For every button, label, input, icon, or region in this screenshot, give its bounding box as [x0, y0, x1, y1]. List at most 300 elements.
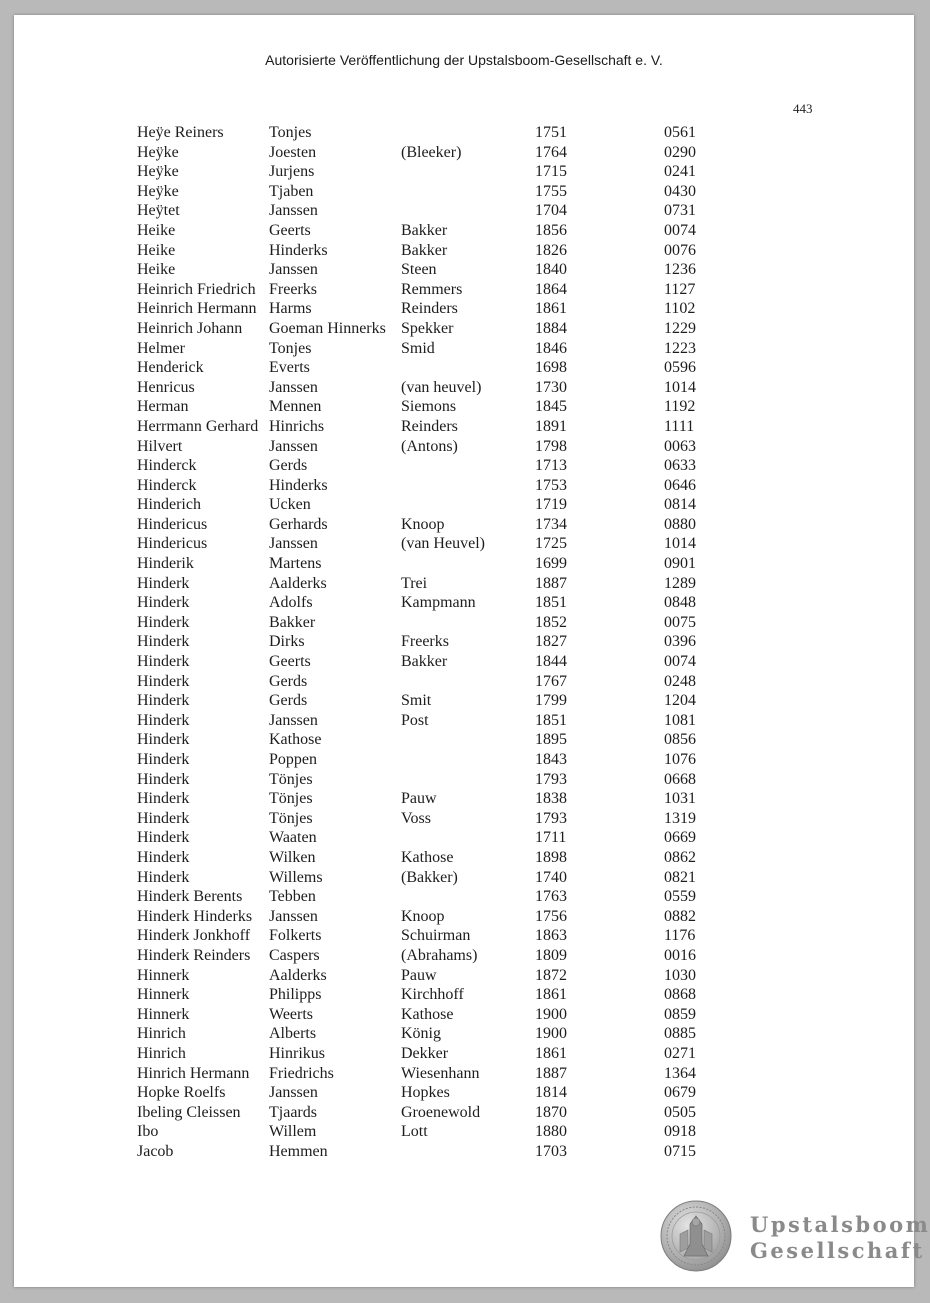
list-item: [137, 241, 837, 261]
list-item: [137, 358, 837, 378]
patronymic: Caspers: [269, 946, 320, 964]
patronymic: Tebben: [269, 888, 316, 906]
page-header: Autorisierte Veröffentlichung der Upstalsboom-Gesellschaft e. V.: [265, 52, 663, 68]
given-name: Hinderk: [137, 770, 190, 788]
patronymic: Tönjes: [269, 790, 313, 808]
patronymic: Janssen: [269, 907, 318, 925]
year: 1764: [535, 143, 567, 161]
patronymic: Janssen: [269, 202, 318, 220]
year: 1898: [535, 848, 567, 866]
year: 1814: [535, 1084, 567, 1102]
family-name: Reinders: [401, 300, 458, 318]
family-name: Kirchhoff: [401, 986, 464, 1004]
reference-number: 1127: [664, 280, 696, 298]
list-item: [137, 515, 837, 535]
name-list: [137, 123, 837, 1161]
family-name: Knoop: [401, 907, 445, 925]
family-name: (van heuvel): [401, 378, 482, 396]
list-item: [137, 848, 837, 868]
patronymic: Hinderks: [269, 476, 328, 494]
list-item: [137, 378, 837, 398]
given-name: Hinderk: [137, 868, 190, 886]
year: 1900: [535, 1025, 567, 1043]
year: 1827: [535, 633, 567, 651]
given-name: Hinderk: [137, 809, 190, 827]
list-item: [137, 907, 837, 927]
given-name: Hinnerk: [137, 966, 190, 984]
patronymic: Aalderks: [269, 574, 327, 592]
family-name: Siemons: [401, 398, 457, 416]
patronymic: Willem: [269, 1123, 317, 1141]
year: 1840: [535, 261, 567, 279]
list-item: [137, 1083, 837, 1103]
list-item: [137, 339, 837, 359]
reference-number: 0561: [664, 124, 696, 141]
year: 1852: [535, 613, 567, 631]
patronymic: Adolfs: [269, 594, 313, 612]
list-item: [137, 260, 837, 280]
reference-number: 0901: [664, 555, 696, 573]
year: 1793: [535, 770, 567, 788]
patronymic: Tjaards: [269, 1103, 317, 1121]
year: 1838: [535, 790, 567, 808]
patronymic: Janssen: [269, 711, 318, 729]
year: 1884: [535, 319, 567, 337]
family-name: (Bleeker): [401, 143, 462, 161]
year: 1872: [535, 966, 567, 984]
family-name: Kampmann: [401, 594, 476, 612]
family-name: Wiesenhann: [401, 1064, 480, 1082]
patronymic: Folkerts: [269, 927, 322, 945]
patronymic: Tonjes: [269, 339, 312, 357]
list-item: [137, 319, 837, 339]
list-item: [137, 1044, 837, 1064]
reference-number: 1031: [664, 790, 696, 808]
reference-number: 0814: [664, 496, 696, 514]
given-name: Hinderk Hinderks: [137, 907, 253, 925]
family-name: Voss: [401, 809, 431, 827]
brand-logo: [750, 1212, 930, 1264]
given-name: Hinnerk: [137, 986, 190, 1004]
year: 1863: [535, 927, 567, 945]
given-name: Heÿtet: [137, 202, 180, 220]
list-item: [137, 887, 837, 907]
list-item: [137, 632, 837, 652]
patronymic: Willems: [269, 868, 323, 886]
patronymic: Martens: [269, 555, 322, 573]
year: 1851: [535, 711, 567, 729]
list-item: [137, 221, 837, 241]
year: 1767: [535, 672, 567, 690]
patronymic: Hinrichs: [269, 417, 325, 435]
patronymic: Alberts: [269, 1025, 317, 1043]
given-name: Hinderk: [137, 594, 190, 612]
reference-number: 0430: [664, 182, 696, 200]
patronymic: Janssen: [269, 437, 318, 455]
year: 1887: [535, 1064, 567, 1082]
year: 1703: [535, 1142, 567, 1160]
given-name: Heinrich Hermann: [137, 300, 257, 318]
reference-number: 1102: [664, 300, 696, 318]
given-name: Hinderk Reinders: [137, 946, 251, 964]
reference-number: 0646: [664, 476, 696, 494]
family-name: Spekker: [401, 319, 454, 337]
patronymic: Friedrichs: [269, 1064, 334, 1082]
reference-number: 1236: [664, 261, 696, 279]
year: 1845: [535, 398, 567, 416]
list-item: [137, 730, 837, 750]
year: 1756: [535, 907, 567, 925]
document-page: [14, 15, 930, 1287]
list-item: [137, 1103, 837, 1123]
family-name: König: [401, 1025, 441, 1043]
year: 1864: [535, 280, 567, 298]
year: 1799: [535, 692, 567, 710]
list-item: [137, 201, 837, 221]
given-name: Hinderk: [137, 848, 190, 866]
year: 1715: [535, 163, 567, 181]
year: 1698: [535, 359, 567, 377]
given-name: Hinderich: [137, 496, 201, 514]
given-name: Hindericus: [137, 515, 208, 533]
given-name: Hinderk: [137, 829, 190, 847]
reference-number: 0505: [664, 1103, 696, 1121]
year: 1856: [535, 221, 567, 239]
year: 1891: [535, 417, 567, 435]
year: 1870: [535, 1103, 567, 1121]
patronymic: Gerds: [269, 457, 308, 475]
given-name: Hinderk: [137, 633, 190, 651]
patronymic: Wilken: [269, 848, 316, 866]
list-item: [137, 985, 837, 1005]
given-name: Hinderk: [137, 613, 190, 631]
reference-number: 0290: [664, 143, 696, 161]
list-item: [137, 280, 837, 300]
list-item: [137, 946, 837, 966]
patronymic: Freerks: [269, 280, 317, 298]
list-item: [137, 456, 837, 476]
year: 1861: [535, 300, 567, 318]
list-item: [137, 299, 837, 319]
given-name: Hinderk: [137, 574, 190, 592]
patronymic: Waaten: [269, 829, 317, 847]
reference-number: 1014: [664, 535, 696, 553]
patronymic: Bakker: [269, 613, 316, 631]
reference-number: 0821: [664, 868, 696, 886]
reference-number: 1076: [664, 751, 696, 768]
patronymic: Tjaben: [269, 182, 314, 200]
reference-number: 0679: [664, 1084, 696, 1102]
patronymic: Everts: [269, 359, 310, 377]
year: 1793: [535, 809, 567, 827]
list-item: [137, 397, 837, 417]
reference-number: 1223: [664, 339, 696, 357]
patronymic: Tönjes: [269, 809, 313, 827]
year: 1725: [535, 535, 567, 553]
year: 1900: [535, 1005, 567, 1023]
year: 1763: [535, 888, 567, 906]
patronymic: Jurjens: [269, 163, 315, 181]
given-name: Hinrich: [137, 1025, 186, 1043]
patronymic: Tonjes: [269, 124, 312, 141]
patronymic: Gerds: [269, 672, 308, 690]
brand-line-1: Upstalsboom: [750, 1212, 930, 1237]
list-item: [137, 770, 837, 790]
given-name: Heike: [137, 221, 176, 239]
year: 1699: [535, 555, 567, 573]
patronymic: Geerts: [269, 653, 311, 671]
reference-number: 0248: [664, 672, 696, 690]
given-name: Helmer: [137, 339, 185, 357]
patronymic: Janssen: [269, 378, 318, 396]
family-name: Groenewold: [401, 1103, 481, 1121]
patronymic: Hinderks: [269, 241, 328, 259]
patronymic: Goeman Hinnerks: [269, 319, 386, 337]
list-item: [137, 809, 837, 829]
list-item: [137, 926, 837, 946]
list-item: [137, 574, 837, 594]
family-name: Pauw: [401, 966, 437, 984]
reference-number: 0271: [664, 1044, 696, 1062]
family-name: Pauw: [401, 790, 437, 808]
family-name: Reinders: [401, 417, 458, 435]
reference-number: 0074: [664, 653, 696, 671]
list-item: [137, 1024, 837, 1044]
reference-number: 1014: [664, 378, 696, 396]
reference-number: 0848: [664, 594, 696, 612]
reference-number: 1176: [664, 927, 696, 945]
family-name: Bakker: [401, 653, 448, 671]
reference-number: 0063: [664, 437, 696, 455]
given-name: Hinderk: [137, 692, 190, 710]
list-item: [137, 437, 837, 457]
given-name: Henderick: [137, 359, 204, 377]
given-name: Heinrich Friedrich: [137, 280, 256, 298]
patronymic: Harms: [269, 300, 312, 318]
given-name: Hinderk: [137, 731, 190, 749]
reference-number: 0075: [664, 613, 696, 631]
list-item: [137, 182, 837, 202]
year: 1843: [535, 751, 567, 768]
given-name: Hopke Roelfs: [137, 1084, 226, 1102]
year: 1798: [535, 437, 567, 455]
reference-number: 1319: [664, 809, 696, 827]
reference-number: 0880: [664, 515, 696, 533]
year: 1751: [535, 124, 567, 141]
reference-number: 1204: [664, 692, 696, 710]
given-name: Ibeling Cleissen: [137, 1103, 241, 1121]
reference-number: 0668: [664, 770, 696, 788]
family-name: Freerks: [401, 633, 449, 651]
given-name: Hinrich Hermann: [137, 1064, 250, 1082]
list-item: [137, 672, 837, 692]
reference-number: 1030: [664, 966, 696, 984]
patronymic: Geerts: [269, 221, 311, 239]
year: 1861: [535, 1044, 567, 1062]
given-name: Hinderk: [137, 653, 190, 671]
given-name: Hinderck: [137, 457, 197, 475]
reference-number: 0076: [664, 241, 696, 259]
year: 1887: [535, 574, 567, 592]
given-name: Heÿke: [137, 182, 179, 200]
patronymic: Tönjes: [269, 770, 313, 788]
reference-number: 1289: [664, 574, 696, 592]
given-name: Heike: [137, 241, 176, 259]
given-name: Hinderk: [137, 672, 190, 690]
list-item: [137, 554, 837, 574]
year: 1846: [535, 339, 567, 357]
list-item: [137, 750, 837, 770]
patronymic: Joesten: [269, 143, 317, 161]
list-item: [137, 966, 837, 986]
list-item: [137, 495, 837, 515]
given-name: Hinnerk: [137, 1005, 190, 1023]
family-name: Kathose: [401, 848, 454, 866]
family-name: Remmers: [401, 280, 463, 298]
family-name: (Abrahams): [401, 946, 478, 964]
family-name: (van Heuvel): [401, 535, 485, 553]
given-name: Ibo: [137, 1123, 159, 1141]
list-item: [137, 143, 837, 163]
given-name: Herman: [137, 398, 189, 416]
family-name: Trei: [401, 574, 428, 592]
list-item: [137, 593, 837, 613]
patronymic: Mennen: [269, 398, 322, 416]
given-name: Henricus: [137, 378, 195, 396]
year: 1713: [535, 457, 567, 475]
given-name: Heÿke: [137, 143, 179, 161]
reference-number: 0859: [664, 1005, 696, 1023]
year: 1809: [535, 946, 567, 964]
family-name: Schuirman: [401, 927, 471, 945]
reference-number: 0882: [664, 907, 696, 925]
family-name: Kathose: [401, 1005, 454, 1023]
patronymic: Poppen: [269, 751, 317, 768]
year: 1711: [535, 829, 567, 847]
reference-number: 0918: [664, 1123, 696, 1141]
reference-number: 0633: [664, 457, 696, 475]
given-name: Hinderk: [137, 711, 190, 729]
patronymic: Gerds: [269, 692, 308, 710]
list-item: [137, 691, 837, 711]
year: 1719: [535, 496, 567, 514]
given-name: Hinderk: [137, 790, 190, 808]
given-name: Hilvert: [137, 437, 183, 455]
patronymic: Aalderks: [269, 966, 327, 984]
year: 1880: [535, 1123, 567, 1141]
given-name: Heinrich Johann: [137, 319, 243, 337]
list-item: [137, 1005, 837, 1025]
list-item: [137, 868, 837, 888]
reference-number: 0868: [664, 986, 696, 1004]
year: 1704: [535, 202, 567, 220]
reference-number: 0016: [664, 946, 696, 964]
reference-number: 1364: [664, 1064, 696, 1082]
patronymic: Weerts: [269, 1005, 314, 1023]
patronymic: Janssen: [269, 535, 318, 553]
reference-number: 0862: [664, 848, 696, 866]
list-item: [137, 711, 837, 731]
year: 1753: [535, 476, 567, 494]
given-name: Hinderk: [137, 751, 190, 768]
year: 1826: [535, 241, 567, 259]
family-name: Smit: [401, 692, 432, 710]
patronymic: Ucken: [269, 496, 311, 514]
family-name: Smid: [401, 339, 435, 357]
given-name: Hindericus: [137, 535, 208, 553]
reference-number: 0596: [664, 359, 696, 377]
reference-number: 0396: [664, 633, 696, 651]
list-item: [137, 476, 837, 496]
year: 1755: [535, 182, 567, 200]
family-name: (Antons): [401, 437, 458, 455]
reference-number: 0559: [664, 888, 696, 906]
patronymic: Philipps: [269, 986, 322, 1004]
given-name: Hinderck: [137, 476, 197, 494]
family-name: (Bakker): [401, 868, 458, 886]
reference-number: 1229: [664, 319, 696, 337]
reference-number: 0885: [664, 1025, 696, 1043]
given-name: Hinrich: [137, 1044, 186, 1062]
given-name: Herrmann Gerhard: [137, 417, 259, 435]
year: 1844: [535, 653, 567, 671]
given-name: Heÿke: [137, 163, 179, 181]
list-item: [137, 1122, 837, 1142]
patronymic: Hinrikus: [269, 1044, 325, 1062]
reference-number: 0715: [664, 1142, 696, 1160]
patronymic: Kathose: [269, 731, 322, 749]
reference-number: 1192: [664, 398, 696, 416]
reference-number: 1081: [664, 711, 696, 729]
family-name: Lott: [401, 1123, 428, 1141]
patronymic: Janssen: [269, 1084, 318, 1102]
family-name: Steen: [401, 261, 437, 279]
given-name: Jacob: [137, 1142, 174, 1160]
seal-icon: [660, 1200, 732, 1272]
list-item: [137, 613, 837, 633]
year: 1734: [535, 515, 567, 533]
given-name: Hinderik: [137, 555, 194, 573]
year: 1861: [535, 986, 567, 1004]
reference-number: 0856: [664, 731, 696, 749]
year: 1730: [535, 378, 567, 396]
family-name: Bakker: [401, 241, 448, 259]
reference-number: 0731: [664, 202, 696, 220]
list-item: [137, 1064, 837, 1084]
year: 1895: [535, 731, 567, 749]
family-name: Post: [401, 711, 429, 729]
family-name: Dekker: [401, 1044, 449, 1062]
reference-number: 1111: [664, 417, 695, 435]
list-item: [137, 162, 837, 182]
list-item: [137, 534, 837, 554]
patronymic: Hemmen: [269, 1142, 328, 1160]
given-name: Hinderk Jonkhoff: [137, 927, 251, 945]
list-item: [137, 1142, 837, 1162]
list-item: [137, 417, 837, 437]
given-name: Heÿe Reiners: [137, 124, 224, 141]
list-item: [137, 123, 837, 143]
year: 1740: [535, 868, 567, 886]
list-item: [137, 828, 837, 848]
page-number: 443: [793, 101, 813, 116]
reference-number: 0669: [664, 829, 696, 847]
family-name: Knoop: [401, 515, 445, 533]
brand-line-2: Gesellschaft: [750, 1238, 925, 1263]
list-item: [137, 789, 837, 809]
family-name: Bakker: [401, 221, 448, 239]
given-name: Hinderk Berents: [137, 888, 243, 906]
